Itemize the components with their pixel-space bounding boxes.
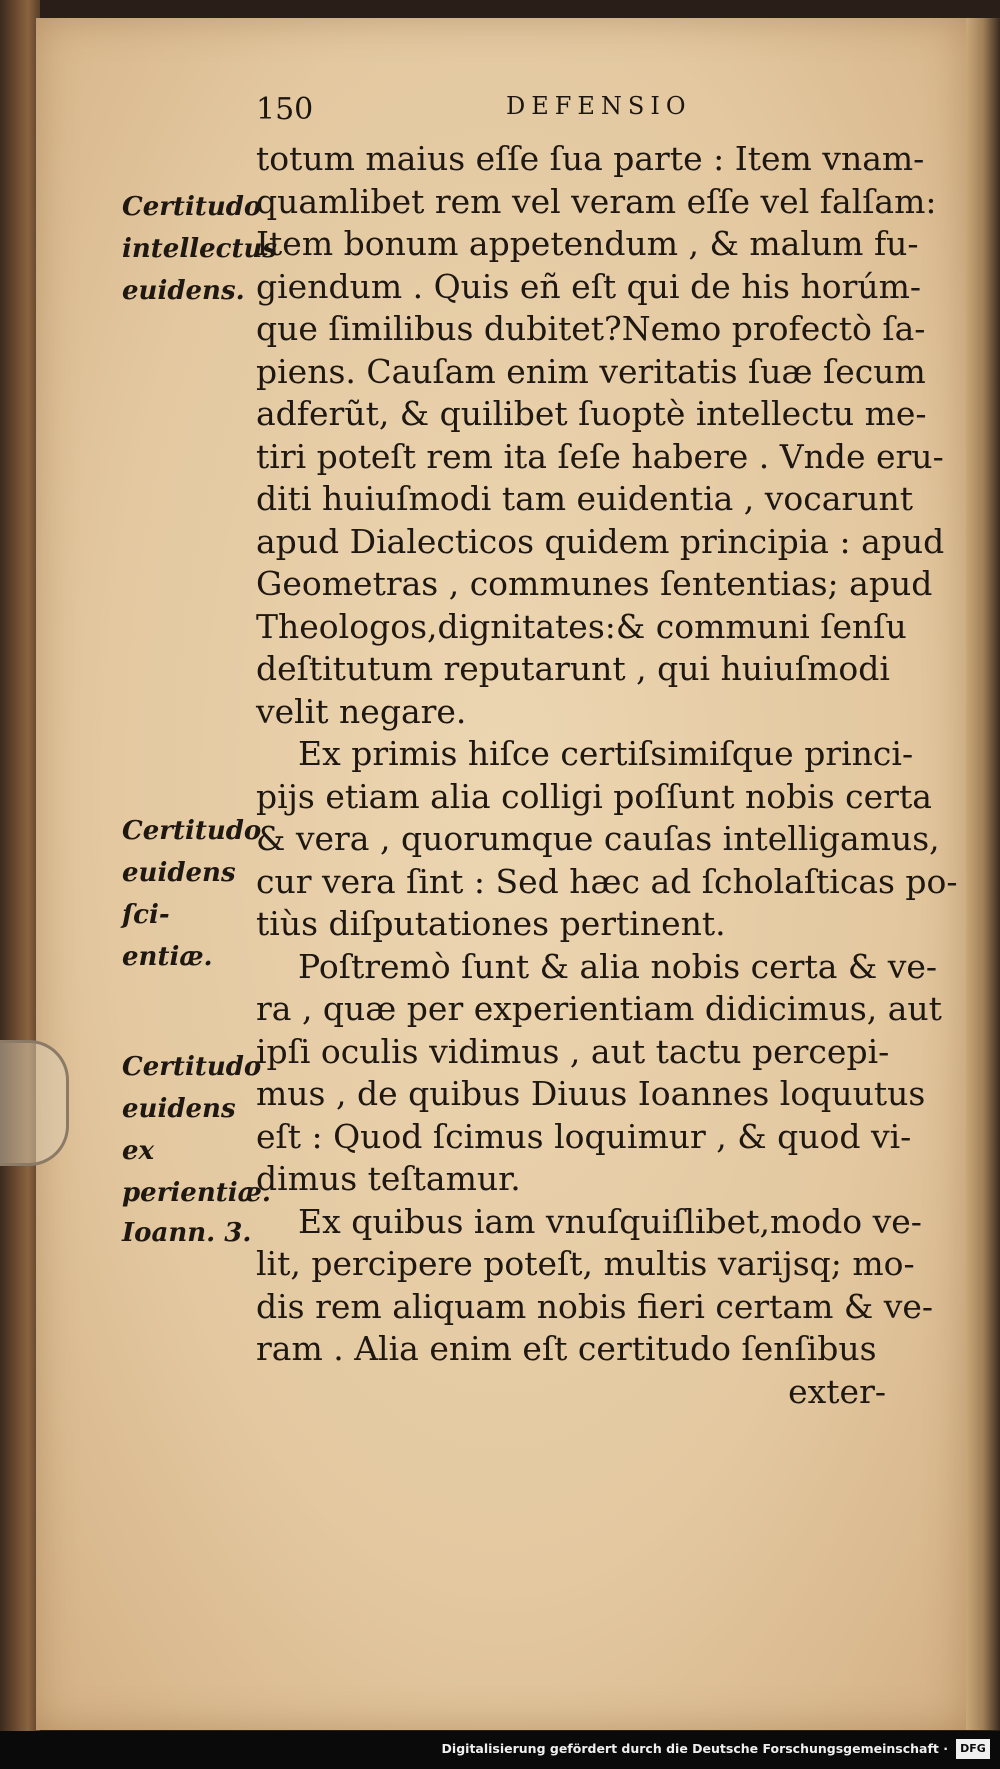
text-line: totum maius eſſe ſua parte : Item vnam- xyxy=(256,139,925,178)
text-line: quamlibet rem vel veram eſſe vel falſam: xyxy=(256,181,937,221)
margin-note-certitudo-intellectus xyxy=(122,186,278,312)
text-line: deſtitutum reputarunt , qui huiuſmodi xyxy=(256,649,890,688)
margin-note-line: euidens ex xyxy=(122,1094,236,1166)
margin-note-certitudo-scientiae xyxy=(122,810,262,978)
text-line: Ex primis hiſce certiſsimiſque princi- xyxy=(298,734,914,773)
catchword: exter- xyxy=(788,1371,886,1411)
text-line: Item bonum appetendum , & malum fu- xyxy=(256,224,919,263)
text-line: & vera , quorumque cauſas intelligamus, xyxy=(256,819,940,858)
text-line: Theologos,dignitates:& communi ſenſu xyxy=(256,606,907,646)
text-line: dis rem aliquam nobis fieri certam & ve- xyxy=(256,1286,934,1326)
text-line: dimus teſtamur. xyxy=(256,1159,521,1198)
footer-bar xyxy=(0,1731,1000,1769)
text-line: que ſimilibus dubitet?Nemo profectò ſa- xyxy=(256,309,926,348)
dfg-logo: DFG xyxy=(956,1739,990,1759)
margin-note-line: Certitudo xyxy=(122,816,262,846)
margin-note-certitudo-experientiae xyxy=(122,1046,271,1214)
text-line: Geometras , communes ſententias; apud xyxy=(256,564,933,603)
text-line: diti huiuſmodi tam euidentia , vocarunt xyxy=(256,479,913,518)
text-line: ram . Alia enim eſt certitudo ſenſibus xyxy=(256,1329,877,1368)
text-line: ra , quæ per experientiam didicimus, aut xyxy=(256,989,942,1028)
text-line: apud Dialecticos quidem principia : apud xyxy=(256,521,945,561)
text-line: ipſi oculis vidimus , aut tactu percepi- xyxy=(256,1031,890,1071)
margin-note-line: perientiæ. xyxy=(122,1178,271,1208)
page-number: 150 xyxy=(256,92,314,127)
margin-note-line: intellectus xyxy=(122,234,278,264)
text-line: tiùs diſputationes pertinent. xyxy=(256,904,726,943)
text-line: Poſtremò ſunt & alia nobis certa & ve- xyxy=(298,946,938,986)
running-head: DEFENSIO xyxy=(506,92,692,120)
text-line: mus , de quibus Diuus Ioannes loquutus xyxy=(256,1074,926,1113)
footer-credit: Digitalisierung gefördert durch die Deutsche Forschungsgemeinschaft · xyxy=(441,1741,948,1756)
text-line: cur vera ſint : Sed hæc ad ſcholaſticas po- xyxy=(256,861,958,901)
margin-note-line: Ioann. 3. xyxy=(122,1218,252,1248)
text-line: Ex quibus iam vnuſquiſlibet,modo ve- xyxy=(298,1201,922,1241)
text-line: giendum . Quis eñ eſt qui de his horúm- xyxy=(256,266,922,306)
text-line: adferũt, & quilibet ſuoptè intellectu me- xyxy=(256,394,927,433)
text-line: lit, percipere poteſt, multis varijsq; mo- xyxy=(256,1244,915,1283)
book-clasp xyxy=(0,1040,69,1166)
book-binding xyxy=(0,0,40,1769)
text-line: tiri poteſt rem ita ſeſe habere . Vnde eru- xyxy=(256,436,944,476)
margin-note-line: euidens. xyxy=(122,276,245,306)
page-edge xyxy=(966,18,1000,1730)
margin-note-line: entiæ. xyxy=(122,942,213,972)
body-text xyxy=(256,138,958,1413)
text-line: eſt : Quod ſcimus loquimur , & quod vi- xyxy=(256,1116,912,1156)
margin-note-line: euidens ſci- xyxy=(122,858,236,930)
text-line: velit negare. xyxy=(256,691,467,731)
text-line: pijs etiam alia colligi poſſunt nobis certa xyxy=(256,776,932,816)
margin-note-line: Certitudo xyxy=(122,1052,262,1082)
margin-note-line: Certitudo xyxy=(122,192,262,222)
text-line: piens. Cauſam enim veritatis ſuæ ſecum xyxy=(256,351,926,391)
page-header xyxy=(256,92,816,142)
margin-note-ioann xyxy=(122,1212,262,1254)
